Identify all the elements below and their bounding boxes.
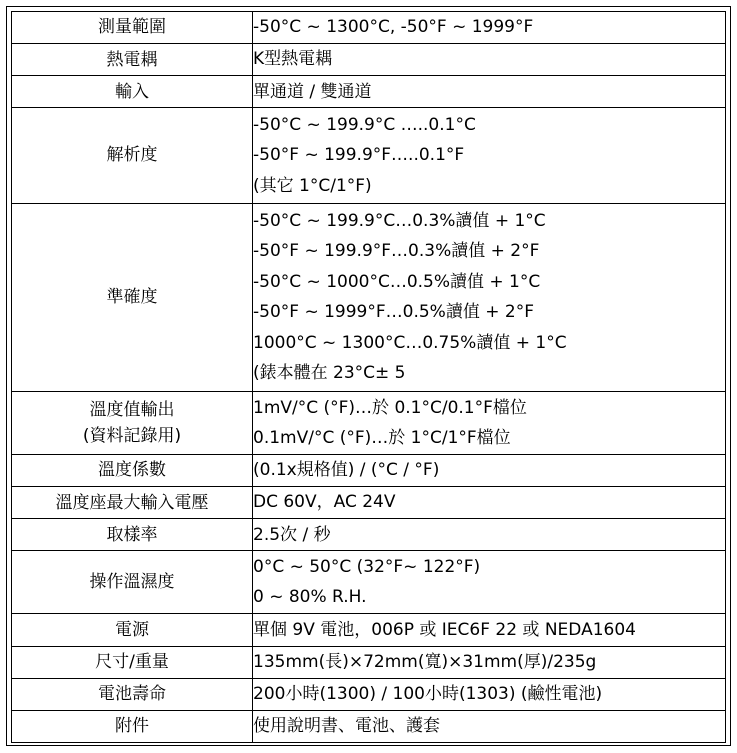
row-label-cell xyxy=(12,76,253,108)
row-value-cell xyxy=(253,108,726,203)
table-row xyxy=(12,551,726,614)
table-row xyxy=(12,678,726,710)
row-value: (其它 1°C/1°F) xyxy=(253,175,372,196)
row-value-cell xyxy=(253,76,726,108)
row-label-cell xyxy=(12,455,253,487)
row-value-cell xyxy=(253,486,726,518)
row-label: 輸入 xyxy=(115,81,149,102)
row-label-cell xyxy=(12,486,253,518)
table-row xyxy=(12,203,726,392)
row-value: (錶本體在 23°C± 5 xyxy=(253,363,406,384)
row-label: 附件 xyxy=(115,716,149,737)
row-value: -50°F ~ 199.9°F…..0.1°F xyxy=(253,145,465,166)
row-value-cell xyxy=(253,551,726,614)
row-label: 電池壽命 xyxy=(98,684,166,705)
table-row xyxy=(12,392,726,455)
row-value: 單個 9V 電池，006P 或 IEC6F 22 或 NEDA1604 xyxy=(253,619,636,640)
row-value: 0 ~ 80% R.H. xyxy=(253,587,367,608)
row-value: 0.1mV/°C (°F)…於 1°C/1°F檔位 xyxy=(253,428,511,449)
row-label-cell xyxy=(12,43,253,75)
row-value-cell xyxy=(253,203,726,392)
table-row xyxy=(12,43,726,75)
table-row xyxy=(12,710,726,742)
row-value: -50°F ~ 1999°F…0.5%讀值 + 2°F xyxy=(253,302,534,323)
row-label: (資料記錄用) xyxy=(82,426,182,447)
row-label-cell xyxy=(12,519,253,551)
row-value-cell xyxy=(253,614,726,646)
row-label-cell xyxy=(12,203,253,392)
row-label: 溫度係數 xyxy=(98,460,166,481)
row-value-cell xyxy=(253,710,726,742)
row-value-cell xyxy=(253,646,726,678)
row-value: (0.1x規格值) / (°C / °F) xyxy=(253,460,440,481)
row-label: 尺寸/重量 xyxy=(95,652,169,673)
row-label: 溫度值輸出 xyxy=(89,400,175,421)
row-value: -50°C ~ 199.9°C…0.3%讀值 + 1°C xyxy=(253,210,546,231)
table-row xyxy=(12,614,726,646)
row-value-cell xyxy=(253,12,726,44)
row-value: -50°C ~ 1300°C, -50°F ~ 1999°F xyxy=(253,17,534,38)
row-label: 操作溫濕度 xyxy=(89,572,175,593)
table-row xyxy=(12,76,726,108)
row-value-cell xyxy=(253,43,726,75)
table-row xyxy=(12,646,726,678)
row-value: 2.5次 / 秒 xyxy=(253,524,331,545)
row-label: 電源 xyxy=(115,619,149,640)
table-row xyxy=(12,486,726,518)
row-value-cell xyxy=(253,519,726,551)
row-value: 200小時(1300) / 100小時(1303) (鹼性電池) xyxy=(253,683,603,704)
row-value: -50°F ~ 199.9°F…0.3%讀值 + 2°F xyxy=(253,241,540,262)
row-label-cell xyxy=(12,710,253,742)
row-label-cell xyxy=(12,678,253,710)
row-value: 1000°C ~ 1300°C…0.75%讀值 + 1°C xyxy=(253,332,567,353)
row-value: 1mV/°C (°F)…於 0.1°C/0.1°F檔位 xyxy=(253,397,527,418)
row-value: 單通道 / 雙通道 xyxy=(253,81,372,102)
row-label: 測量範圍 xyxy=(98,17,166,38)
row-value: K型熱電耦 xyxy=(253,49,333,70)
row-value-cell xyxy=(253,678,726,710)
row-value: -50°C ~ 199.9°C …..0.1°C xyxy=(253,114,476,135)
row-value: -50°C ~ 1000°C…0.5%讀值 + 1°C xyxy=(253,271,541,292)
row-label-cell xyxy=(12,551,253,614)
table-row xyxy=(12,12,726,44)
row-value-cell xyxy=(253,392,726,455)
row-value: DC 60V，AC 24V xyxy=(253,492,396,513)
row-label: 取樣率 xyxy=(106,524,158,545)
table-row xyxy=(12,455,726,487)
row-label: 解析度 xyxy=(106,145,158,166)
row-value: 135mm(長)×72mm(寬)×31mm(厚)/235g xyxy=(253,651,597,672)
spec-table xyxy=(11,11,726,743)
row-label: 準確度 xyxy=(106,287,158,308)
row-label-cell xyxy=(12,12,253,44)
row-value-cell xyxy=(253,455,726,487)
row-label-cell xyxy=(12,108,253,203)
row-label: 溫度座最大輸入電壓 xyxy=(55,492,209,513)
row-value: 使用說明書、電池、護套 xyxy=(253,716,440,737)
row-label-cell xyxy=(12,392,253,455)
row-label: 熱電耦 xyxy=(106,49,158,70)
row-value: 0°C ~ 50°C (32°F~ 122°F) xyxy=(253,556,481,577)
row-label-cell xyxy=(12,614,253,646)
table-row xyxy=(12,108,726,203)
row-label-cell xyxy=(12,646,253,678)
table-row xyxy=(12,519,726,551)
